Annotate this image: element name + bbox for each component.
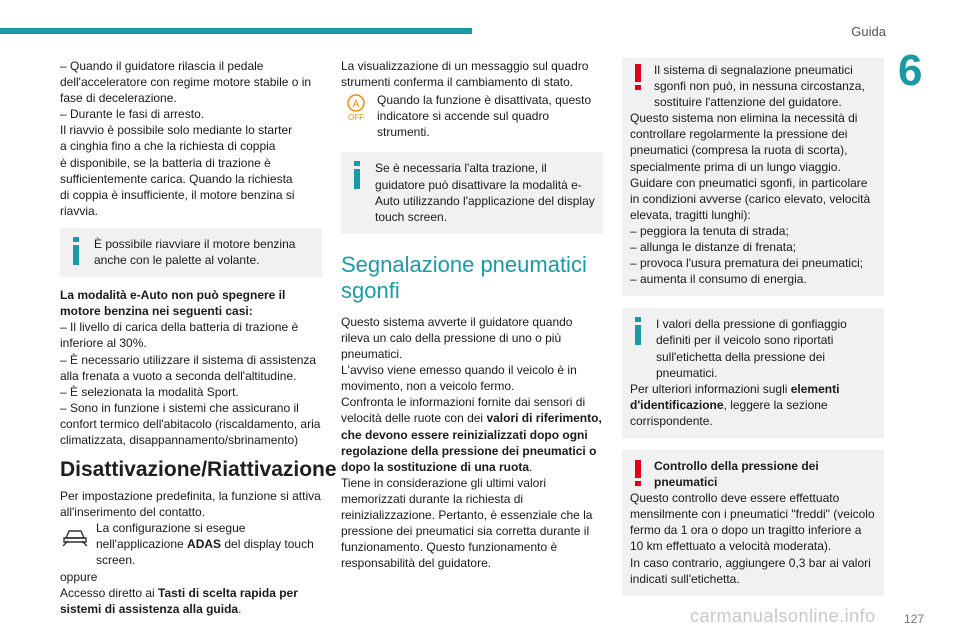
list-line: – È selezionata la modalità Sport. <box>60 384 239 399</box>
text-line: – Quando il guidatore rilascia il pedale <box>60 59 264 73</box>
intro-lines <box>60 58 322 219</box>
adas-config-row <box>60 520 322 568</box>
car-adas-icon <box>60 520 90 550</box>
text-line: riavvia. <box>60 203 99 218</box>
text-line: Il riavvio è possibile solo mediante lo starter <box>60 123 293 138</box>
header-accent-bar <box>0 28 472 34</box>
list-line: inferiore al 30%. <box>60 336 147 351</box>
list-line: – provoca l'usura prematura dei pneumatici; <box>630 256 864 271</box>
heading-segnalazione: Segnalazione pneumatici sgonfi <box>341 251 587 303</box>
warning-text: In caso contrario, aggiungere 0,3 bar ai valori indicati sull'etichetta. <box>630 555 871 586</box>
info-box <box>341 152 603 233</box>
text-line: di coppia è insufficiente, il motore benzina si <box>60 187 295 202</box>
page-number: 127 <box>904 612 925 626</box>
list-line: – aumenta il consumo di energia. <box>630 272 807 287</box>
info-icon <box>68 236 84 266</box>
list-line: – peggiora la tenuta di strada; <box>630 223 789 238</box>
section-title: Guida <box>851 24 886 39</box>
warning-box <box>622 58 884 296</box>
text-line: – Durante le fasi di arresto. <box>60 107 205 122</box>
text-line: dell'acceleratore con regime motore stabile o in <box>60 75 312 90</box>
bold-heading: La modalità e-Auto non può spegnere il motore benzina nei seguenti casi: <box>60 288 286 319</box>
list-line: climatizzata, disappannamento/sbrinamento) <box>60 432 299 447</box>
list-line: – Il livello di carica della batteria di trazione è <box>60 320 299 335</box>
column-2 <box>341 58 603 571</box>
warning-text: Il sistema di segnalazione pneumatici sgonfi non può, in nessuna circostanza, sostituire l'attenzione del guidatore. <box>654 63 865 110</box>
paragraph: Questo sistema avverte il guidatore quando rileva un calo della pressione di uno o più pneumatici. <box>341 314 573 362</box>
warning-icon <box>630 458 646 488</box>
indicator-row <box>341 92 603 140</box>
list-line: – Sono in funzione i sistemi che assicurano il <box>60 400 299 415</box>
warning-icon <box>630 62 646 92</box>
warning-box <box>622 450 884 596</box>
e-auto-off-indicator-icon <box>341 92 371 122</box>
text-line: a cinghia fino a che la richiesta di coppia <box>60 139 276 154</box>
info-icon <box>630 316 646 346</box>
info-text: I valori della pressione di gonfiaggio definiti per il veicolo sono riportati sull'etichetta della pressione dei pneumatici. <box>656 317 847 380</box>
chapter-number: 6 <box>898 46 923 95</box>
list-line: – È necessario utilizzare il sistema di assistenza <box>60 352 317 367</box>
info-box <box>622 308 884 438</box>
list-line: – allunga le distanze di frenata; <box>630 240 797 255</box>
info-text: È possibile riavviare il motore benzina anche con le palette al volante. <box>94 236 296 268</box>
text-line: fase di decelerazione. <box>60 91 177 106</box>
list-line: confort termico dell'abitacolo (riscaldamento, aria <box>60 416 321 431</box>
shortcut-text: Accesso diretto ai Tasti di scelta rapida per sistemi di assistenza alla guida. <box>60 585 298 616</box>
adas-config-text: La configurazione si esegue nell'applicazione ADAS del display touch screen. <box>96 521 314 568</box>
list-line: alla frenata a vuoto a seconda dell'altitudine. <box>60 368 297 383</box>
warning-text: Questo sistema non elimina la necessità di controllare regolarmente la pressione dei pneumatici (compresa la ruota di scorta), specialmente prima di un lungo viaggio. <box>630 111 858 174</box>
svg-text:OFF: OFF <box>348 113 364 123</box>
watermark: carmanualsonline.info <box>690 606 876 626</box>
paragraph: La visualizzazione di un messaggio sul quadro strumenti conferma il cambiamento di stato. <box>341 59 589 90</box>
info-text: Per ulteriori informazioni sugli elementi d'identificazione, leggere la sezione corrispondente. <box>630 381 840 428</box>
paragraph: L'avviso viene emesso quando il veicolo è in movimento, non a veicolo fermo. <box>341 363 577 394</box>
column-1 <box>60 58 337 617</box>
indicator-text: Quando la funzione è disattivata, questo indicatore si accende sul quadro strumenti. <box>377 93 592 140</box>
paragraph: Confronta le informazioni fornite dai sensori di velocità delle ruote con dei valori di riferimento, che devono essere reinizializzati dopo ogni regolazione della pressione dei pneumatici o dopo la sostituzione di una ruota. <box>341 395 602 474</box>
column-3 <box>622 58 884 606</box>
oppure-text: oppure <box>60 569 98 584</box>
warning-title: Controllo della pressione dei pneumatici <box>654 458 819 490</box>
paragraph: Per impostazione predefinita, la funzione si attiva all'inserimento del contatto. <box>60 489 321 520</box>
heading-disattivazione: Disattivazione/Riattivazione <box>60 458 337 482</box>
svg-text:A: A <box>352 99 360 111</box>
info-text: Se è necessaria l'alta trazione, il guidatore può disattivare la modalità e-Auto utilizzando l'applicazione del display touch screen. <box>375 161 595 224</box>
info-box <box>60 228 322 277</box>
text-line: è disponibile, se la batteria di trazione è <box>60 155 271 170</box>
conditions-list <box>60 319 322 448</box>
warning-text: Questo controllo deve essere effettuato mensilmente con i pneumatici "freddi" (veicolo fermo da 1 ora o dopo un tragitto inferiore a 10 km effettuato a velocità moderata). <box>630 491 875 554</box>
paragraph: Tiene in considerazione gli ultimi valori memorizzati durante la richiesta di reinizializzazione. Pertanto, è essenziale che la pressione dei pneumatici sia corretta durante il funzionamento. Questo funzionamento è responsabilità del guidatore. <box>341 475 593 571</box>
text-line: sufficientemente carica. Quando la richiesta <box>60 171 293 186</box>
info-icon <box>349 160 365 190</box>
warning-text: Guidare con pneumatici sgonfi, in particolare in condizioni avverse (carico elevato, velocità elevata, tragitti lunghi): <box>630 175 871 222</box>
